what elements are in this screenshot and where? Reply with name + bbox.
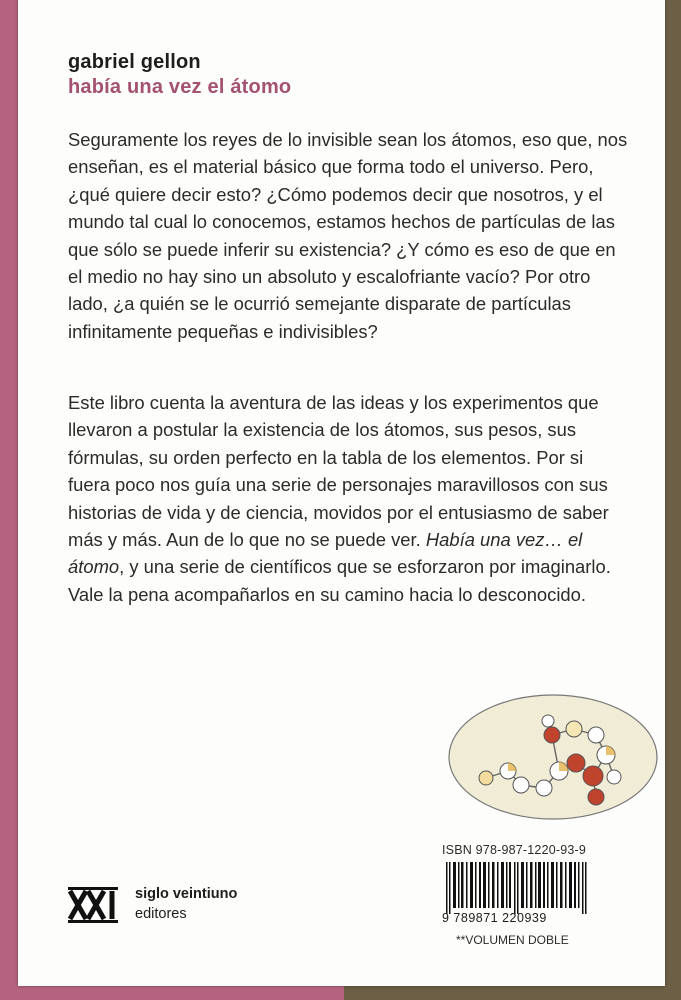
barcode-icon bbox=[442, 862, 592, 914]
paragraph-2-text: Este libro cuenta la aventura de las ideas y los experimentos que llevaron a postular la existencia de los átomos, sus pesos, sus fórmulas, su orden perfecto en la tabla de los elementos. Por si fuera poco nos guía una serie de personajes maravillosos con sus historias de vida y de ciencia, movidos por el entusiasmo de saber más y más. Aun de lo que no se puede ver. bbox=[68, 392, 609, 551]
paragraph-2-italic-title: Había una vez… el átomo bbox=[68, 529, 583, 578]
publisher-subtitle: editores bbox=[135, 906, 187, 922]
siglo-xxi-logo-icon bbox=[68, 885, 120, 925]
synopsis-paragraph-1: Seguramente los reyes de lo invisible sean los átomos, eso que, nos enseñan, es el material básico que forma todo el universo. Pero, ¿qué quiere decir esto? ¿Cómo podemos decir que nosotros, y el mundo tal cual lo conocemos, estamos hechos de partículas de las que sólo se puede inferir su existencia? ¿Y cómo es eso de que en el medio no hay sino un absoluto y escalofriante vacío? Por otro lado, ¿a quién se le ocurrió semejante disparate de partículas infinitamente pequeñas e indivisibles? bbox=[68, 129, 628, 342]
book-back-cover bbox=[18, 0, 665, 986]
isbn-number: ISBN 978-987-1220-93-9 bbox=[442, 843, 587, 857]
paragraph-2-text-end: , y una serie de científicos que se esforzaron por imaginarlo. Vale la pena acompañarlos en su camino hacia lo desconocido. bbox=[68, 556, 611, 605]
publisher-name: siglo veintiuno bbox=[135, 886, 238, 902]
barcode-digits: 9 789871 220939 bbox=[442, 911, 547, 925]
book-title: había una vez el átomo bbox=[68, 76, 292, 98]
molecule-illustration-icon bbox=[446, 685, 661, 825]
author-name: gabriel gellon bbox=[68, 51, 201, 73]
volume-note: **VOLUMEN DOBLE bbox=[456, 933, 569, 947]
synopsis-paragraph-2 bbox=[68, 389, 628, 608]
